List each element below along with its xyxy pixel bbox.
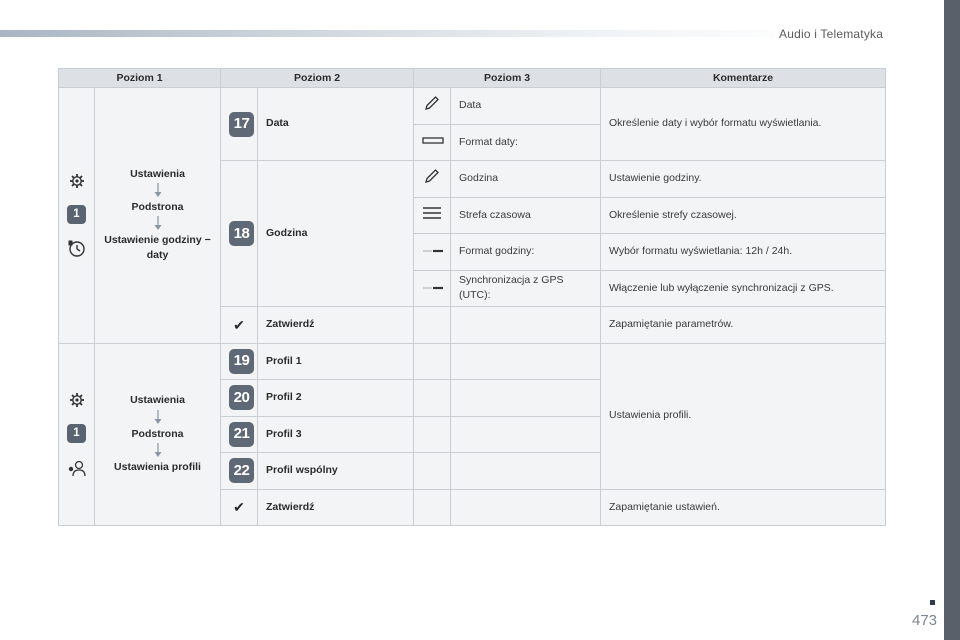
empty-cell [451,453,601,490]
check-icon: ✔ [233,499,245,516]
table-header-row [59,69,886,88]
step-cell [221,489,258,526]
step-number-badge: 18 [229,221,254,246]
comment: Określenie strefy czasowej. [601,197,886,234]
step-cell [221,453,258,490]
section-title: Audio i Telematyka [775,27,887,41]
right-edge-strip [944,0,960,640]
level3-icon-cell [414,197,451,234]
level3-icon-cell [414,124,451,161]
path-step: Ustawienia [130,167,185,180]
comment: Ustawienia profili. [601,343,886,489]
empty-cell [451,489,601,526]
comment: Ustawienie godziny. [601,161,886,198]
level2-label: Profil 2 [258,380,414,417]
step-cell [221,88,258,161]
header-level1: Poziom 1 [59,69,221,88]
settings-table [58,68,886,526]
comment: Określenie daty i wybór formatu wyświetlania. [601,88,886,161]
comment: Włączenie lub wyłączenie synchronizacji z GPS. [601,270,886,307]
level2-label: Zatwierdź [258,307,414,344]
header-comments: Komentarze [601,69,886,88]
level3-icon-cell [414,88,451,125]
level3-label: Strefa czasowa [451,197,601,234]
step-cell [221,380,258,417]
empty-cell [414,453,451,490]
level2-label: Godzina [258,161,414,307]
down-arrow-icon [153,183,163,199]
gear-icon [69,392,85,408]
level3-icon-cell [414,161,451,198]
header-level3: Poziom 3 [414,69,601,88]
empty-cell [414,416,451,453]
level3-label: Format godziny: [451,234,601,271]
step-cell [221,161,258,307]
header-level2: Poziom 2 [221,69,414,88]
level2-label: Data [258,88,414,161]
path-step: Ustawienie godziny − daty [104,234,211,262]
empty-cell [414,489,451,526]
step-cell [221,307,258,344]
empty-cell [451,307,601,344]
down-arrow-icon [153,443,163,459]
page-marker [930,600,935,605]
down-arrow-icon [153,216,163,232]
gear-icon [69,173,85,189]
level2-label: Profil wspólny [258,453,414,490]
level3-label: Format daty: [451,124,601,161]
profile-icon [67,459,87,477]
level1-icons [59,343,95,526]
empty-cell [451,416,601,453]
level2-label: Zatwierdź [258,489,414,526]
comment: Zapamiętanie ustawień. [601,489,886,526]
table-row [59,343,886,380]
list-icon [422,206,442,220]
empty-cell [414,307,451,344]
level1-path [95,88,221,344]
step-number-badge: 21 [229,422,254,447]
step-number-badge: 19 [229,349,254,374]
page-number: 473 [912,612,938,629]
empty-cell [451,343,601,380]
level2-label: Profil 1 [258,343,414,380]
comment: Zapamiętanie parametrów. [601,307,886,344]
level3-label: Data [451,88,601,125]
empty-cell [451,380,601,417]
comment: Wybór formatu wyświetlania: 12h / 24h. [601,234,886,271]
pencil-icon [424,168,440,184]
step-badge: 1 [67,424,86,443]
level3-label: Synchronizacja z GPS (UTC): [451,270,601,307]
down-arrow-icon [153,410,163,426]
pencil-icon [424,95,440,111]
path-step: Ustawienia [130,394,185,407]
format-bar-icon [422,137,444,145]
empty-cell [414,343,451,380]
level1-icons [59,88,95,344]
minus-icon [422,285,444,291]
empty-cell [414,380,451,417]
path-step: Ustawienia profili [114,460,201,473]
check-icon: ✔ [233,316,245,333]
minus-icon [422,248,444,254]
step-number-badge: 20 [229,385,254,410]
step-cell [221,343,258,380]
table-row [59,88,886,125]
clock-icon [68,240,86,258]
level3-icon-cell [414,234,451,271]
level3-label: Godzina [451,161,601,198]
step-badge: 1 [67,205,86,224]
step-number-badge: 22 [229,458,254,483]
level3-icon-cell [414,270,451,307]
path-step: Podstrona [131,201,184,214]
step-number-badge: 17 [229,112,254,137]
level2-label: Profil 3 [258,416,414,453]
path-step: Podstrona [131,427,184,440]
level1-path [95,343,221,526]
step-cell [221,416,258,453]
